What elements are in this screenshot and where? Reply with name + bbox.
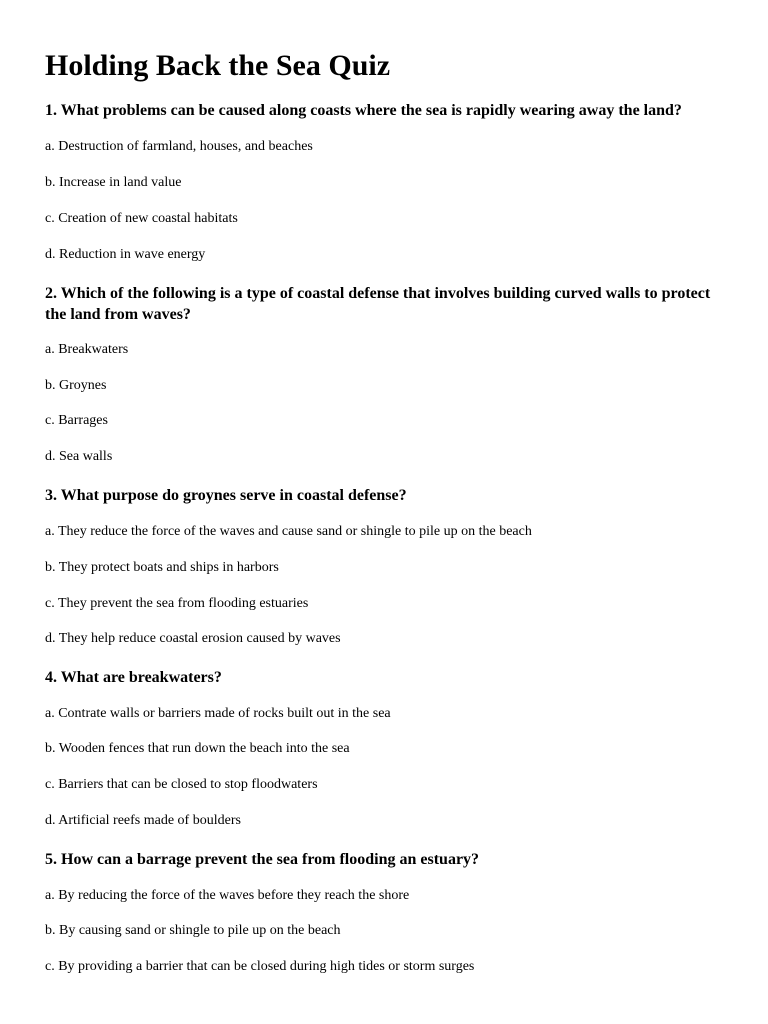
question-2-option-c: c. Barrages bbox=[45, 413, 108, 428]
question-3-option-c: c. They prevent the sea from flooding estuaries bbox=[45, 596, 309, 611]
question-3-option-b: b. They protect boats and ships in harbors bbox=[45, 560, 279, 575]
question-4: 4. What are breakwaters? bbox=[45, 669, 222, 686]
question-1-option-a: a. Destruction of farmland, houses, and beaches bbox=[45, 139, 313, 154]
question-4-option-c: c. Barriers that can be closed to stop floodwaters bbox=[45, 777, 318, 792]
question-3-option-a: a. They reduce the force of the waves and cause sand or shingle to pile up on the beach bbox=[45, 524, 532, 539]
question-2: 2. Which of the following is a type of coastal defense that involves building curved walls to protect the land from waves? bbox=[45, 285, 711, 323]
question-2-option-a: a. Breakwaters bbox=[45, 342, 129, 357]
question-1: 1. What problems can be caused along coasts where the sea is rapidly wearing away the land? bbox=[45, 102, 682, 119]
question-3-option-d: d. They help reduce coastal erosion caused by waves bbox=[45, 631, 341, 646]
question-4-option-b: b. Wooden fences that run down the beach into the sea bbox=[45, 741, 350, 756]
question-5-option-a: a. By reducing the force of the waves before they reach the shore bbox=[45, 888, 410, 903]
question-5: 5. How can a barrage prevent the sea from flooding an estuary? bbox=[45, 851, 480, 868]
quiz-title: Holding Back the Sea Quiz bbox=[45, 49, 391, 82]
question-5-option-c: c. By providing a barrier that can be closed during high tides or storm surges bbox=[45, 959, 475, 974]
question-4-option-a: a. Contrate walls or barriers made of rocks built out in the sea bbox=[45, 706, 391, 721]
question-2-option-d: d. Sea walls bbox=[45, 449, 113, 464]
question-4-option-d: d. Artificial reefs made of boulders bbox=[45, 813, 241, 828]
question-1-option-c: c. Creation of new coastal habitats bbox=[45, 211, 238, 226]
question-1-option-b: b. Increase in land value bbox=[45, 175, 182, 190]
question-1-option-d: d. Reduction in wave energy bbox=[45, 247, 206, 262]
question-2-option-b: b. Groynes bbox=[45, 378, 107, 393]
question-5-option-b: b. By causing sand or shingle to pile up on the beach bbox=[45, 923, 341, 938]
question-3: 3. What purpose do groynes serve in coastal defense? bbox=[45, 487, 407, 504]
